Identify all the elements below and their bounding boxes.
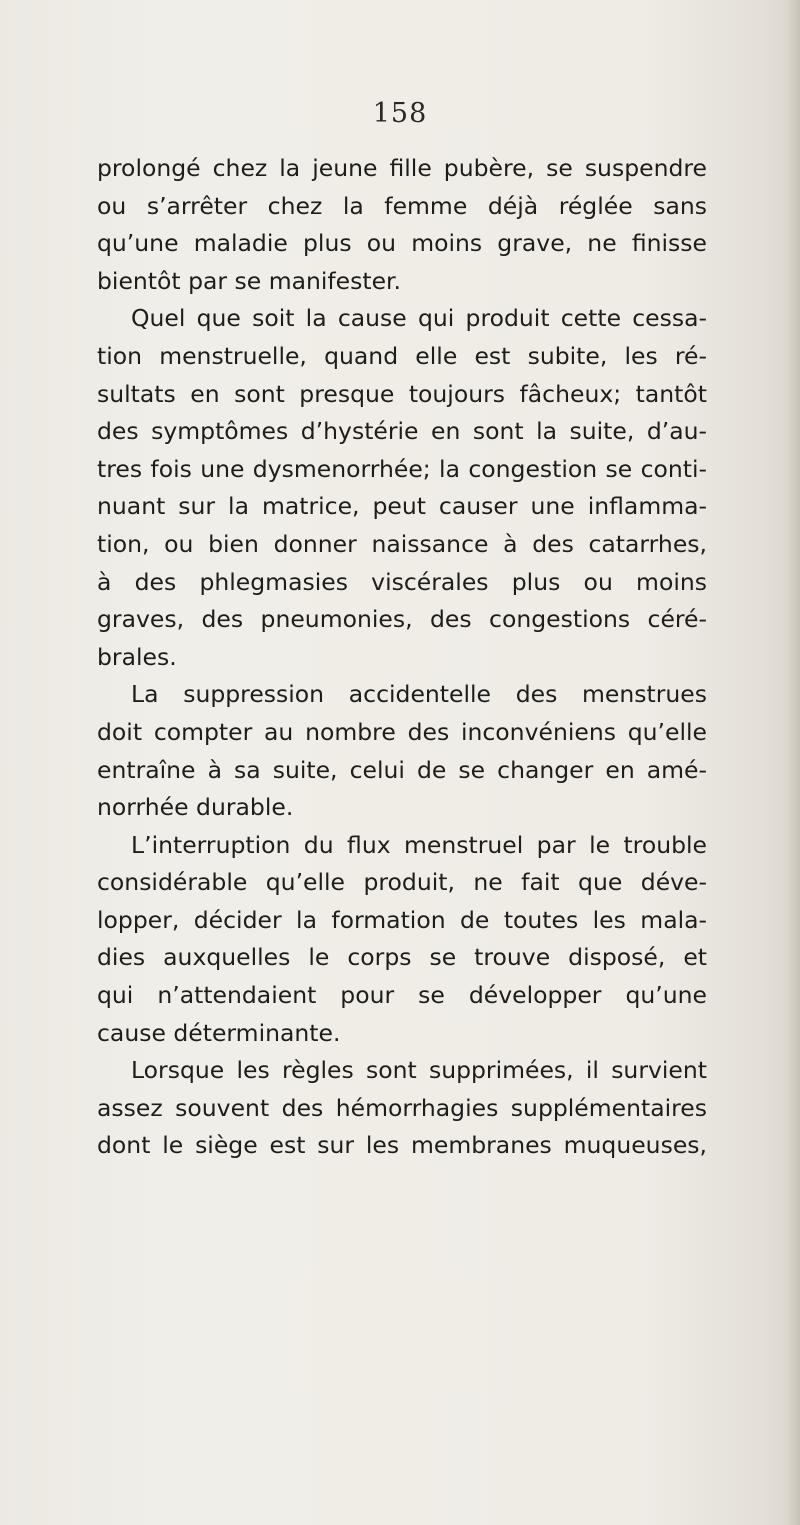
text-line: considérable qu’elle produit, ne fait que déve-: [97, 868, 707, 897]
text-line: norrhée durable.: [97, 793, 294, 822]
text-line: cause déterminante.: [97, 1018, 341, 1047]
text-line: bientôt par se manifester.: [97, 266, 402, 295]
text-line: dont le siège est sur les membranes muqueuses,: [97, 1131, 707, 1160]
text-line: qu’une maladie plus ou moins grave, ne finisse: [97, 229, 707, 258]
text-line: lopper, décider la formation de toutes les mala-: [97, 905, 707, 934]
text-line: entraîne à sa suite, celui de se changer en amé-: [97, 755, 707, 784]
text-line: assez souvent des hémorrhagies supplémentaires: [97, 1093, 707, 1122]
text-line: qui n’attendaient pour se développer qu’une: [97, 981, 707, 1010]
text-line: sultats en sont presque toujours fâcheux; tantôt: [97, 379, 707, 408]
text-line: ou s’arrêter chez la femme déjà réglée sans: [97, 191, 707, 220]
text-line: nuant sur la matrice, peut causer une inflamma-: [97, 492, 707, 521]
text-line: La suppression accidentelle des menstrues: [131, 680, 707, 709]
text-line: Lorsque les règles sont supprimées, il survient: [131, 1056, 707, 1085]
text-line: prolongé chez la jeune fille pubère, se suspendre: [97, 154, 707, 182]
page-edge-shadow: [786, 0, 800, 1525]
text-line: à des phlegmasies viscérales plus ou moins: [97, 567, 707, 596]
page-number: 158: [372, 98, 428, 129]
text-line: brales.: [97, 642, 177, 671]
text-line: Quel que soit la cause qui produit cette cessa-: [131, 304, 707, 333]
text-line: L’interruption du flux menstruel par le trouble: [131, 830, 707, 859]
text-line: des symptômes d’hystérie en sont la suite, d’au-: [97, 417, 707, 446]
text-line: tion, ou bien donner naissance à des catarrhes,: [97, 529, 707, 558]
text-line: dies auxquelles le corps se trouve disposé, et: [97, 943, 707, 972]
text-line: graves, des pneumonies, des congestions céré-: [97, 605, 707, 634]
body-text: [97, 150, 707, 1165]
text-line: tion menstruelle, quand elle est subite, les ré-: [97, 341, 707, 370]
text-line: tres fois une dysmenorrhée; la congestion se conti-: [97, 454, 707, 483]
text-line: doit compter au nombre des inconvéniens qu’elle: [97, 717, 707, 746]
